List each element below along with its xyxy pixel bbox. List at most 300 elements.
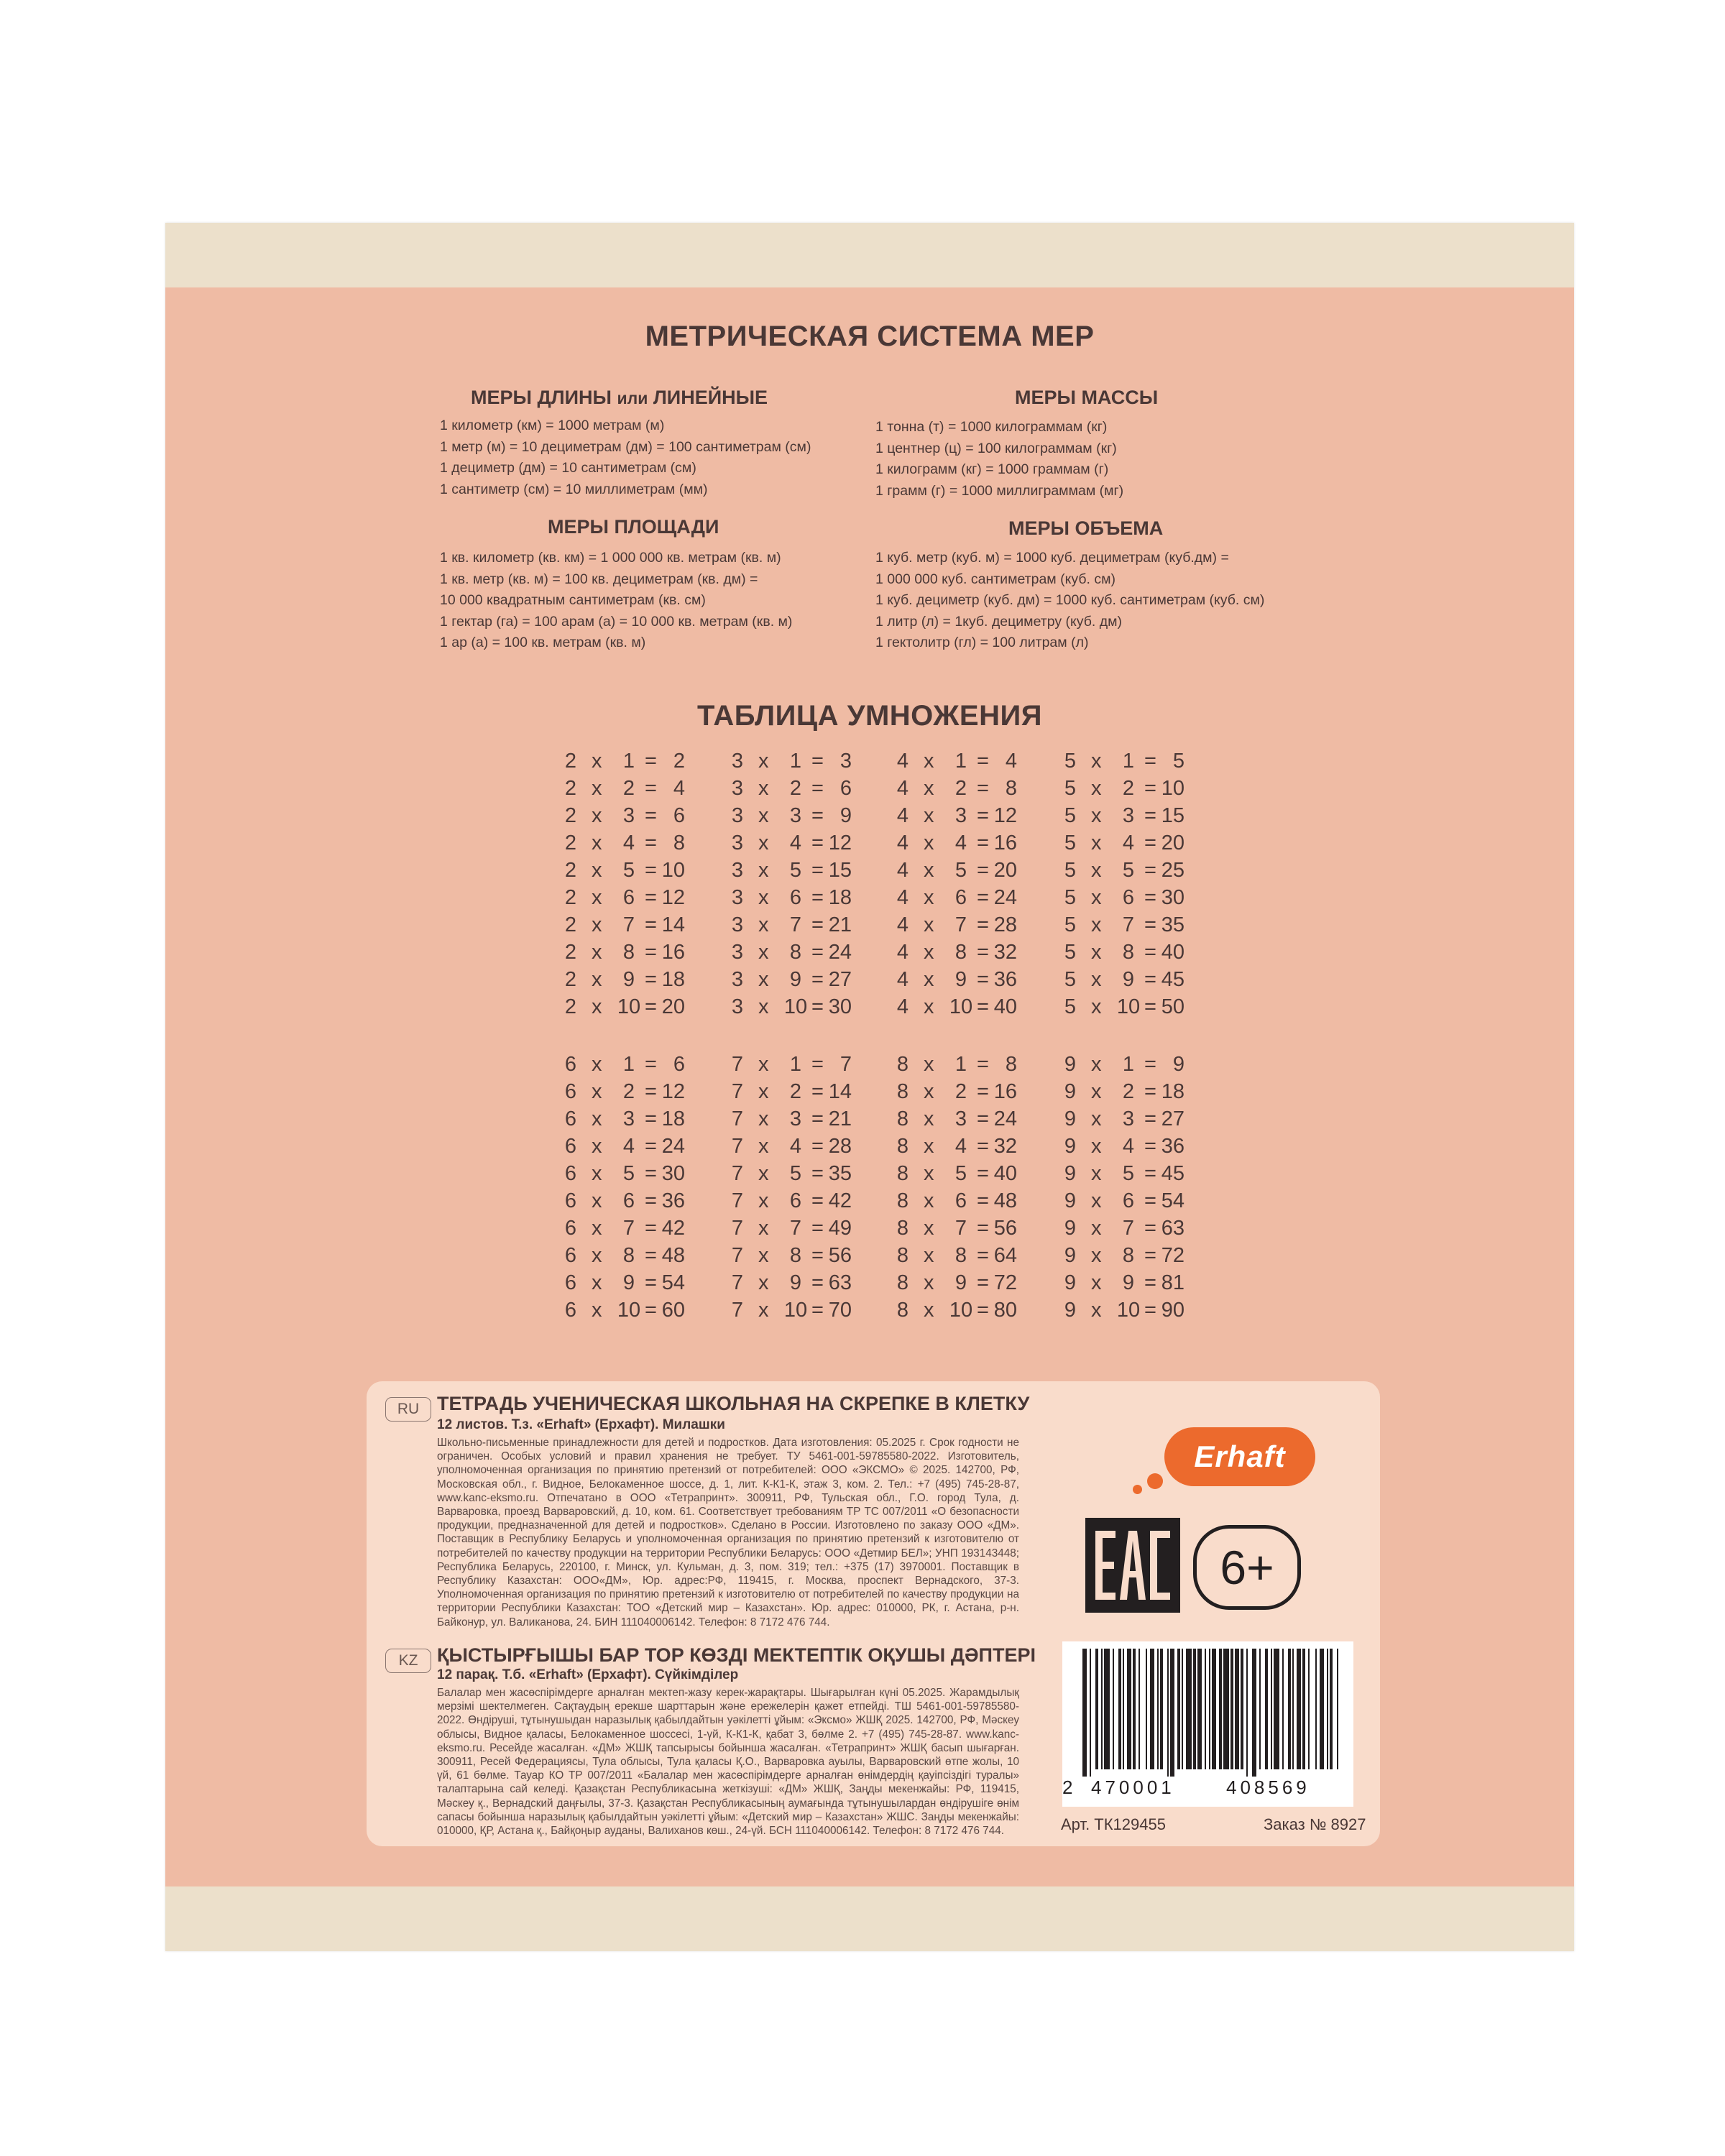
multiplier: 6 <box>1122 1189 1135 1212</box>
times-sign: x <box>924 1135 934 1158</box>
times-sign: x <box>924 777 934 800</box>
multiplicand: 2 <box>564 913 577 936</box>
multiplication-row <box>1064 747 1186 775</box>
multiplicand: 3 <box>731 804 744 827</box>
mass-measures-heading: МЕРЫ МАССЫ <box>1015 387 1159 408</box>
times-sign: x <box>1091 1053 1102 1076</box>
times-sign: x <box>758 1080 769 1103</box>
multiplication-row <box>731 993 853 1021</box>
product: 48 <box>993 1189 1017 1212</box>
equals-sign: = <box>977 804 989 827</box>
product: 15 <box>1161 804 1184 827</box>
multiplicand: 5 <box>1064 995 1077 1018</box>
times-sign: x <box>592 1189 602 1212</box>
multiplier: 1 <box>1122 1053 1135 1076</box>
product: 9 <box>1172 1053 1184 1076</box>
barcode-bar <box>1271 1649 1272 1769</box>
times-sign: x <box>592 859 602 882</box>
multiplier: 1 <box>954 750 967 773</box>
times-sign: x <box>758 831 769 854</box>
product: 32 <box>993 941 1017 964</box>
barcode-bar <box>1082 1649 1087 1777</box>
multiplier: 1 <box>954 1053 967 1076</box>
multiplier: 5 <box>954 859 967 882</box>
product: 15 <box>828 859 852 882</box>
multiplier: 2 <box>954 1080 967 1103</box>
equals-sign: = <box>645 1107 657 1130</box>
multiplicand: 7 <box>731 1107 744 1130</box>
top-band <box>165 223 1574 287</box>
multiplicand: 4 <box>896 859 909 882</box>
multiplication-row <box>896 884 1018 911</box>
multiplicand: 8 <box>896 1217 909 1240</box>
multiplication-row <box>564 1133 686 1160</box>
times-sign: x <box>592 1299 602 1322</box>
product: 6 <box>673 1053 685 1076</box>
multiplicand: 7 <box>731 1080 744 1103</box>
logo-text: Erhaft <box>1194 1439 1286 1473</box>
equals-sign: = <box>811 859 824 882</box>
multiplier: 9 <box>789 1271 802 1294</box>
barcode-bar <box>1330 1649 1333 1769</box>
multiplier: 7 <box>954 1217 967 1240</box>
multiplication-row <box>896 911 1018 939</box>
multiplier: 3 <box>789 804 802 827</box>
multiplicand: 5 <box>1064 859 1077 882</box>
multiplicand: 8 <box>896 1107 909 1130</box>
multiplier: 5 <box>789 859 802 882</box>
product: 24 <box>993 1107 1017 1130</box>
product: 21 <box>828 1107 852 1130</box>
multiplication-row <box>1064 1160 1186 1187</box>
multiplier: 3 <box>954 804 967 827</box>
equals-sign: = <box>1144 941 1156 964</box>
equals-sign: = <box>811 1189 824 1212</box>
barcode <box>1062 1641 1353 1807</box>
product: 32 <box>993 1135 1017 1158</box>
barcode-bar <box>1320 1649 1324 1769</box>
age-rating-badge: 6+ <box>1193 1525 1301 1610</box>
multiplication-row <box>564 1051 686 1078</box>
times-sign: x <box>1091 859 1102 882</box>
times-sign: x <box>924 968 934 991</box>
multiplier: 2 <box>789 777 802 800</box>
metric-system-title: МЕТРИЧЕСКАЯ СИСТЕМА МЕР <box>645 321 1095 352</box>
multiplicand: 4 <box>896 777 909 800</box>
barcode-bar <box>1297 1649 1301 1769</box>
equals-sign: = <box>1144 1107 1156 1130</box>
barcode-bar <box>1090 1649 1091 1777</box>
equals-sign: = <box>977 1162 989 1185</box>
multiplier: 9 <box>622 1271 635 1294</box>
times-sign: x <box>592 1244 602 1267</box>
multiplication-row <box>1064 802 1186 829</box>
product: 40 <box>993 995 1017 1018</box>
equals-sign: = <box>645 750 657 773</box>
equals-sign: = <box>645 1299 657 1322</box>
product: 27 <box>828 968 852 991</box>
times-sign: x <box>1091 1080 1102 1103</box>
multiplier: 2 <box>1122 1080 1135 1103</box>
barcode-digit-first: 2 <box>1062 1777 1073 1798</box>
multiplier: 6 <box>954 1189 967 1212</box>
times-sign: x <box>924 995 934 1018</box>
barcode-bar <box>1259 1649 1261 1769</box>
multiplier: 9 <box>622 968 635 991</box>
multiplier: 8 <box>954 1244 967 1267</box>
product: 25 <box>1161 859 1184 882</box>
equals-sign: = <box>1144 1217 1156 1240</box>
multiplication-row <box>564 775 686 802</box>
product: 80 <box>993 1299 1017 1322</box>
multiplication-row <box>1064 911 1186 939</box>
product: 20 <box>1161 831 1184 854</box>
multiplier: 3 <box>622 1107 635 1130</box>
multiplication-row <box>896 829 1018 857</box>
length-measures-heading: МЕРЫ ДЛИНЫ или ЛИНЕЙНЫЕ <box>471 387 768 408</box>
multiplication-row <box>1064 1078 1186 1105</box>
times-sign: x <box>924 831 934 854</box>
equals-sign: = <box>645 913 657 936</box>
multiplier: 4 <box>954 1135 967 1158</box>
multiplier: 5 <box>1122 859 1135 882</box>
multiplication-row <box>1064 1051 1186 1078</box>
eac-mark-icon <box>1085 1518 1180 1613</box>
times-sign: x <box>758 995 769 1018</box>
article-number: Арт. ТК129455 <box>1061 1815 1166 1833</box>
product: 4 <box>1005 750 1017 773</box>
multiplier: 4 <box>622 1135 635 1158</box>
multiplicand: 9 <box>1064 1217 1077 1240</box>
barcode-digits-right: 408569 <box>1226 1777 1310 1798</box>
multiplier: 9 <box>1122 1271 1135 1294</box>
times-sign: x <box>592 1162 602 1185</box>
multiplicand: 9 <box>1064 1162 1077 1185</box>
equals-sign: = <box>645 1271 657 1294</box>
product: 30 <box>661 1162 685 1185</box>
multiplication-row <box>564 911 686 939</box>
multiplier: 3 <box>1122 804 1135 827</box>
equals-sign: = <box>811 941 824 964</box>
product: 10 <box>1161 777 1184 800</box>
times-sign: x <box>924 1271 934 1294</box>
product: 18 <box>661 1107 685 1130</box>
multiplier: 10 <box>949 1299 973 1322</box>
multiplicand: 8 <box>896 1135 909 1158</box>
multiplication-row <box>896 966 1018 993</box>
multiplication-row <box>564 1105 686 1133</box>
times-sign: x <box>1091 1107 1102 1130</box>
times-sign: x <box>758 1135 769 1158</box>
multiplicand: 8 <box>896 1080 909 1103</box>
multiplication-row <box>731 747 853 775</box>
equals-sign: = <box>977 1135 989 1158</box>
equals-sign: = <box>1144 995 1156 1018</box>
product: 6 <box>840 777 852 800</box>
times-sign: x <box>924 1080 934 1103</box>
product: 56 <box>828 1244 852 1267</box>
times-sign: x <box>924 1299 934 1322</box>
multiplication-row <box>731 911 853 939</box>
product: 9 <box>840 804 852 827</box>
multiplier: 6 <box>1122 886 1135 909</box>
multiplier: 8 <box>954 941 967 964</box>
equals-sign: = <box>811 1162 824 1185</box>
multiplier: 9 <box>954 968 967 991</box>
times-sign: x <box>592 804 602 827</box>
multiplication-row <box>564 993 686 1021</box>
multiplication-row <box>896 747 1018 775</box>
multiplier: 7 <box>789 913 802 936</box>
product: 18 <box>661 968 685 991</box>
equals-sign: = <box>977 1107 989 1130</box>
multiplication-row <box>731 1051 853 1078</box>
multiplication-column-3 <box>731 747 853 1021</box>
times-sign: x <box>592 831 602 854</box>
multiplication-row <box>564 1187 686 1215</box>
product: 60 <box>661 1299 685 1322</box>
multiplier: 1 <box>622 1053 635 1076</box>
product: 72 <box>993 1271 1017 1294</box>
times-sign: x <box>1091 913 1102 936</box>
product: 28 <box>828 1135 852 1158</box>
barcode-bar <box>1288 1649 1291 1769</box>
multiplication-row <box>731 939 853 966</box>
product: 21 <box>828 913 852 936</box>
barcode-bar <box>1223 1649 1229 1769</box>
multiplication-row <box>731 775 853 802</box>
multiplication-row <box>1064 857 1186 884</box>
multiplicand: 8 <box>896 1053 909 1076</box>
multiplication-row <box>564 1269 686 1296</box>
multiplicand: 3 <box>731 886 744 909</box>
multiplicand: 5 <box>1064 777 1077 800</box>
multiplication-column-5 <box>1064 747 1186 1021</box>
multiplier: 4 <box>789 831 802 854</box>
multiplicand: 6 <box>564 1189 577 1212</box>
multiplicand: 7 <box>731 1244 744 1267</box>
equals-sign: = <box>977 995 989 1018</box>
length-measures-list: 1 километр (км) = 1000 метрам (м) 1 метр (м) = 10 дециметрам (дм) = 100 сантиметрам (см) 1 дециметр (дм) = 10 сантиметрам (см) 1 сантиметр (см) = 10 миллиметрам (мм) <box>440 418 811 497</box>
times-sign: x <box>592 913 602 936</box>
multiplicand: 2 <box>564 968 577 991</box>
multiplier: 2 <box>622 777 635 800</box>
times-sign: x <box>758 777 769 800</box>
multiplicand: 5 <box>1064 831 1077 854</box>
times-sign: x <box>758 1189 769 1212</box>
times-sign: x <box>1091 804 1102 827</box>
multiplicand: 2 <box>564 804 577 827</box>
times-sign: x <box>1091 777 1102 800</box>
kz-product-description: Балалар мен жасөспірімдерге арналған мектеп-жазу керек-жарақтары. Шығарылған күні 05.2025. Жарамдылық мерзімі шектелмеген. Сақтаудың ерекше шарттарын және ережелерін қажет етпейді. ТШ 5461-001-59785580-2022. Өндіруші, тұтынушыдан наразылық қабылдайтын уәкілетті ұйым: «Эксмо» ЖШҚ 2025. 142700, РФ, Мәскеу облысы, Видное қаласы, Белокаменное шоссесі, 1-үй, К-К1-К, қабат 3, бөлме 2. +7 (495) 745-28-87. www.kanc-eksmo.ru. Ресейде жасалған. «ДМ» ЖШҚ тапсырысы бойынша жасалған. «Тетрапринт» ЖШҚ басып шығарған. 300911, Ресей Федерациясы, Тула облысы, Тула қаласы Қ.О., Варваровка ауылы, Варваровский өтпе жолы, 10 үй, 61 бөлме. Тауар КО ТР 007/2011 «Балалар мен жасөспірімдерге арналған өнімдердің қауіпсіздігі туралы» талаптарына сай келеді. Қазақстан Республикасына жеткізуші: «ДМ» ЖШҚ, Заңды мекенжайы: РФ, 119415, Мәскеу қ., Вернадский даңғылы, 37-3. Қазақстан Республикасының аумағында тұтынушылардан өндірушіге өнім сапасы бойынша наразылық қабылдайтын уәкілетті ұйым: «Детский мир – Казахстан» ЖШС. Заңды мекенжайы: 010000, ҚР, Астана қ., Байқоңыр ауданы, Валиханов көш., 24-үй. БСН 111040006142. Телефон: 8 7172 476 744. <box>437 1687 1019 1838</box>
equals-sign: = <box>811 831 824 854</box>
multiplier: 5 <box>789 1162 802 1185</box>
product: 4 <box>673 777 685 800</box>
multiplicand: 5 <box>1064 941 1077 964</box>
multiplication-row <box>731 1215 853 1242</box>
times-sign: x <box>1091 941 1102 964</box>
times-sign: x <box>758 1053 769 1076</box>
equals-sign: = <box>977 750 989 773</box>
multiplication-row <box>564 857 686 884</box>
equals-sign: = <box>1144 1053 1156 1076</box>
multiplicand: 9 <box>1064 1107 1077 1130</box>
equals-sign: = <box>645 1162 657 1185</box>
multiplier: 4 <box>622 831 635 854</box>
multiplicand: 7 <box>731 1217 744 1240</box>
multiplicand: 3 <box>731 941 744 964</box>
multiplication-row <box>1064 939 1186 966</box>
multiplication-row <box>896 1078 1018 1105</box>
multiplication-row <box>564 1215 686 1242</box>
ru-product-title: ТЕТРАДЬ УЧЕНИЧЕСКАЯ ШКОЛЬНАЯ НА СКРЕПКЕ В КЛЕТКУ <box>437 1393 1030 1414</box>
ru-product-subtitle: 12 листов. Т.з. «Erhaft» (Ерхафт). Милашки <box>437 1417 725 1432</box>
multiplication-row <box>1064 775 1186 802</box>
multiplier: 10 <box>949 995 973 1018</box>
equals-sign: = <box>1144 859 1156 882</box>
product: 72 <box>1161 1244 1184 1267</box>
multiplicand: 6 <box>564 1080 577 1103</box>
multiplication-row <box>896 802 1018 829</box>
multiplication-row <box>1064 966 1186 993</box>
product: 40 <box>993 1162 1017 1185</box>
multiplier: 3 <box>622 804 635 827</box>
multiplicand: 5 <box>1064 913 1077 936</box>
product: 14 <box>661 913 685 936</box>
multiplication-table-title: ТАБЛИЦА УМНОЖЕНИЯ <box>697 700 1042 732</box>
equals-sign: = <box>977 1053 989 1076</box>
product: 7 <box>840 1053 852 1076</box>
multiplicand: 4 <box>896 968 909 991</box>
product: 49 <box>828 1217 852 1240</box>
barcode-bar <box>1095 1649 1098 1769</box>
equals-sign: = <box>977 1244 989 1267</box>
equals-sign: = <box>1144 1244 1156 1267</box>
equals-sign: = <box>811 750 824 773</box>
multiplication-row <box>731 966 853 993</box>
multiplier: 1 <box>789 1053 802 1076</box>
equals-sign: = <box>977 1271 989 1294</box>
product-info-panel <box>367 1381 1380 1846</box>
times-sign: x <box>758 886 769 909</box>
multiplier: 8 <box>622 1244 635 1267</box>
times-sign: x <box>924 1053 934 1076</box>
times-sign: x <box>758 1271 769 1294</box>
barcode-bar <box>1118 1649 1121 1769</box>
equals-sign: = <box>811 1107 824 1130</box>
equals-sign: = <box>1144 1299 1156 1322</box>
barcode-bar <box>1205 1649 1206 1769</box>
barcode-bar <box>1146 1649 1147 1769</box>
multiplication-row <box>564 939 686 966</box>
multiplication-row <box>1064 1187 1186 1215</box>
multiplicand: 4 <box>896 995 909 1018</box>
times-sign: x <box>1091 831 1102 854</box>
equals-sign: = <box>977 968 989 991</box>
multiplication-row <box>896 993 1018 1021</box>
multiplication-row <box>1064 1133 1186 1160</box>
multiplier: 7 <box>1122 1217 1135 1240</box>
times-sign: x <box>592 1107 602 1130</box>
equals-sign: = <box>1144 886 1156 909</box>
multiplication-row <box>731 1105 853 1133</box>
multiplicand: 4 <box>896 941 909 964</box>
multiplication-row <box>896 1187 1018 1215</box>
product: 20 <box>661 995 685 1018</box>
barcode-bars <box>1062 1641 1353 1777</box>
multiplicand: 2 <box>564 831 577 854</box>
product: 63 <box>1161 1217 1184 1240</box>
multiplier: 6 <box>789 886 802 909</box>
barcode-bar <box>1150 1649 1154 1769</box>
barcode-bar <box>1170 1649 1174 1777</box>
barcode-bar <box>1160 1649 1163 1769</box>
multiplication-row <box>564 1078 686 1105</box>
area-measures-list: 1 кв. километр (кв. км) = 1 000 000 кв. метрам (кв. м) 1 кв. метр (кв. м) = 100 кв. дециметрам (кв. дм) = 10 000 квадратным сантиметрам (кв. см) 1 гектар (га) = 100 арам (а) = 10 000 кв. метрам (кв. м) 1 ар (а) = 100 кв. метрам (кв. м) <box>440 550 793 650</box>
multiplicand: 4 <box>896 831 909 854</box>
product: 45 <box>1161 968 1184 991</box>
equals-sign: = <box>1144 750 1156 773</box>
multiplication-row <box>1064 1105 1186 1133</box>
multiplier: 2 <box>622 1080 635 1103</box>
multiplier: 10 <box>783 995 808 1018</box>
product: 5 <box>1172 750 1184 773</box>
equals-sign: = <box>811 1135 824 1158</box>
multiplicand: 6 <box>564 1107 577 1130</box>
equals-sign: = <box>645 968 657 991</box>
order-number: Заказ № 8927 <box>1264 1815 1366 1833</box>
multiplier: 5 <box>622 1162 635 1185</box>
product: 12 <box>661 886 685 909</box>
equals-sign: = <box>645 1217 657 1240</box>
multiplier: 1 <box>1122 750 1135 773</box>
product: 14 <box>828 1080 852 1103</box>
multiplicand: 9 <box>1064 1189 1077 1212</box>
multiplicand: 3 <box>731 995 744 1018</box>
kz-product-subtitle: 12 парақ. Т.б. «Erhaft» (Ерхафт). Сүйкімділер <box>437 1667 739 1682</box>
equals-sign: = <box>1144 1271 1156 1294</box>
multiplicand: 8 <box>896 1162 909 1185</box>
product: 63 <box>828 1271 852 1294</box>
ru-language-badge: RU <box>385 1397 431 1422</box>
logo-bubble-dot-small <box>1133 1485 1142 1494</box>
equals-sign: = <box>645 777 657 800</box>
equals-sign: = <box>977 941 989 964</box>
multiplication-row <box>564 747 686 775</box>
times-sign: x <box>758 1299 769 1322</box>
multiplier: 7 <box>789 1217 802 1240</box>
times-sign: x <box>1091 968 1102 991</box>
equals-sign: = <box>1144 1189 1156 1212</box>
multiplier: 8 <box>789 1244 802 1267</box>
product: 27 <box>1161 1107 1184 1130</box>
barcode-bar <box>1274 1649 1279 1769</box>
multiplicand: 3 <box>731 750 744 773</box>
barcode-bar <box>1282 1649 1284 1769</box>
multiplicand: 8 <box>896 1299 909 1322</box>
multiplicand: 2 <box>564 995 577 1018</box>
product: 30 <box>828 995 852 1018</box>
equals-sign: = <box>811 777 824 800</box>
multiplication-row <box>896 1242 1018 1269</box>
multiplicand: 9 <box>1064 1271 1077 1294</box>
times-sign: x <box>924 804 934 827</box>
barcode-bar <box>1315 1649 1317 1769</box>
barcode-bar <box>1182 1649 1183 1769</box>
times-sign: x <box>758 941 769 964</box>
volume-measures-list: 1 куб. метр (куб. м) = 1000 куб. дециметрам (куб.дм) = 1 000 000 куб. сантиметрам (куб. см) 1 куб. дециметр (куб. дм) = 1000 куб. сантиметрам (куб. см) 1 литр (л) = 1куб. дециметру (куб. дм) 1 гектолитр (гл) = 100 литрам (л) <box>875 550 1265 650</box>
multiplicand: 2 <box>564 886 577 909</box>
